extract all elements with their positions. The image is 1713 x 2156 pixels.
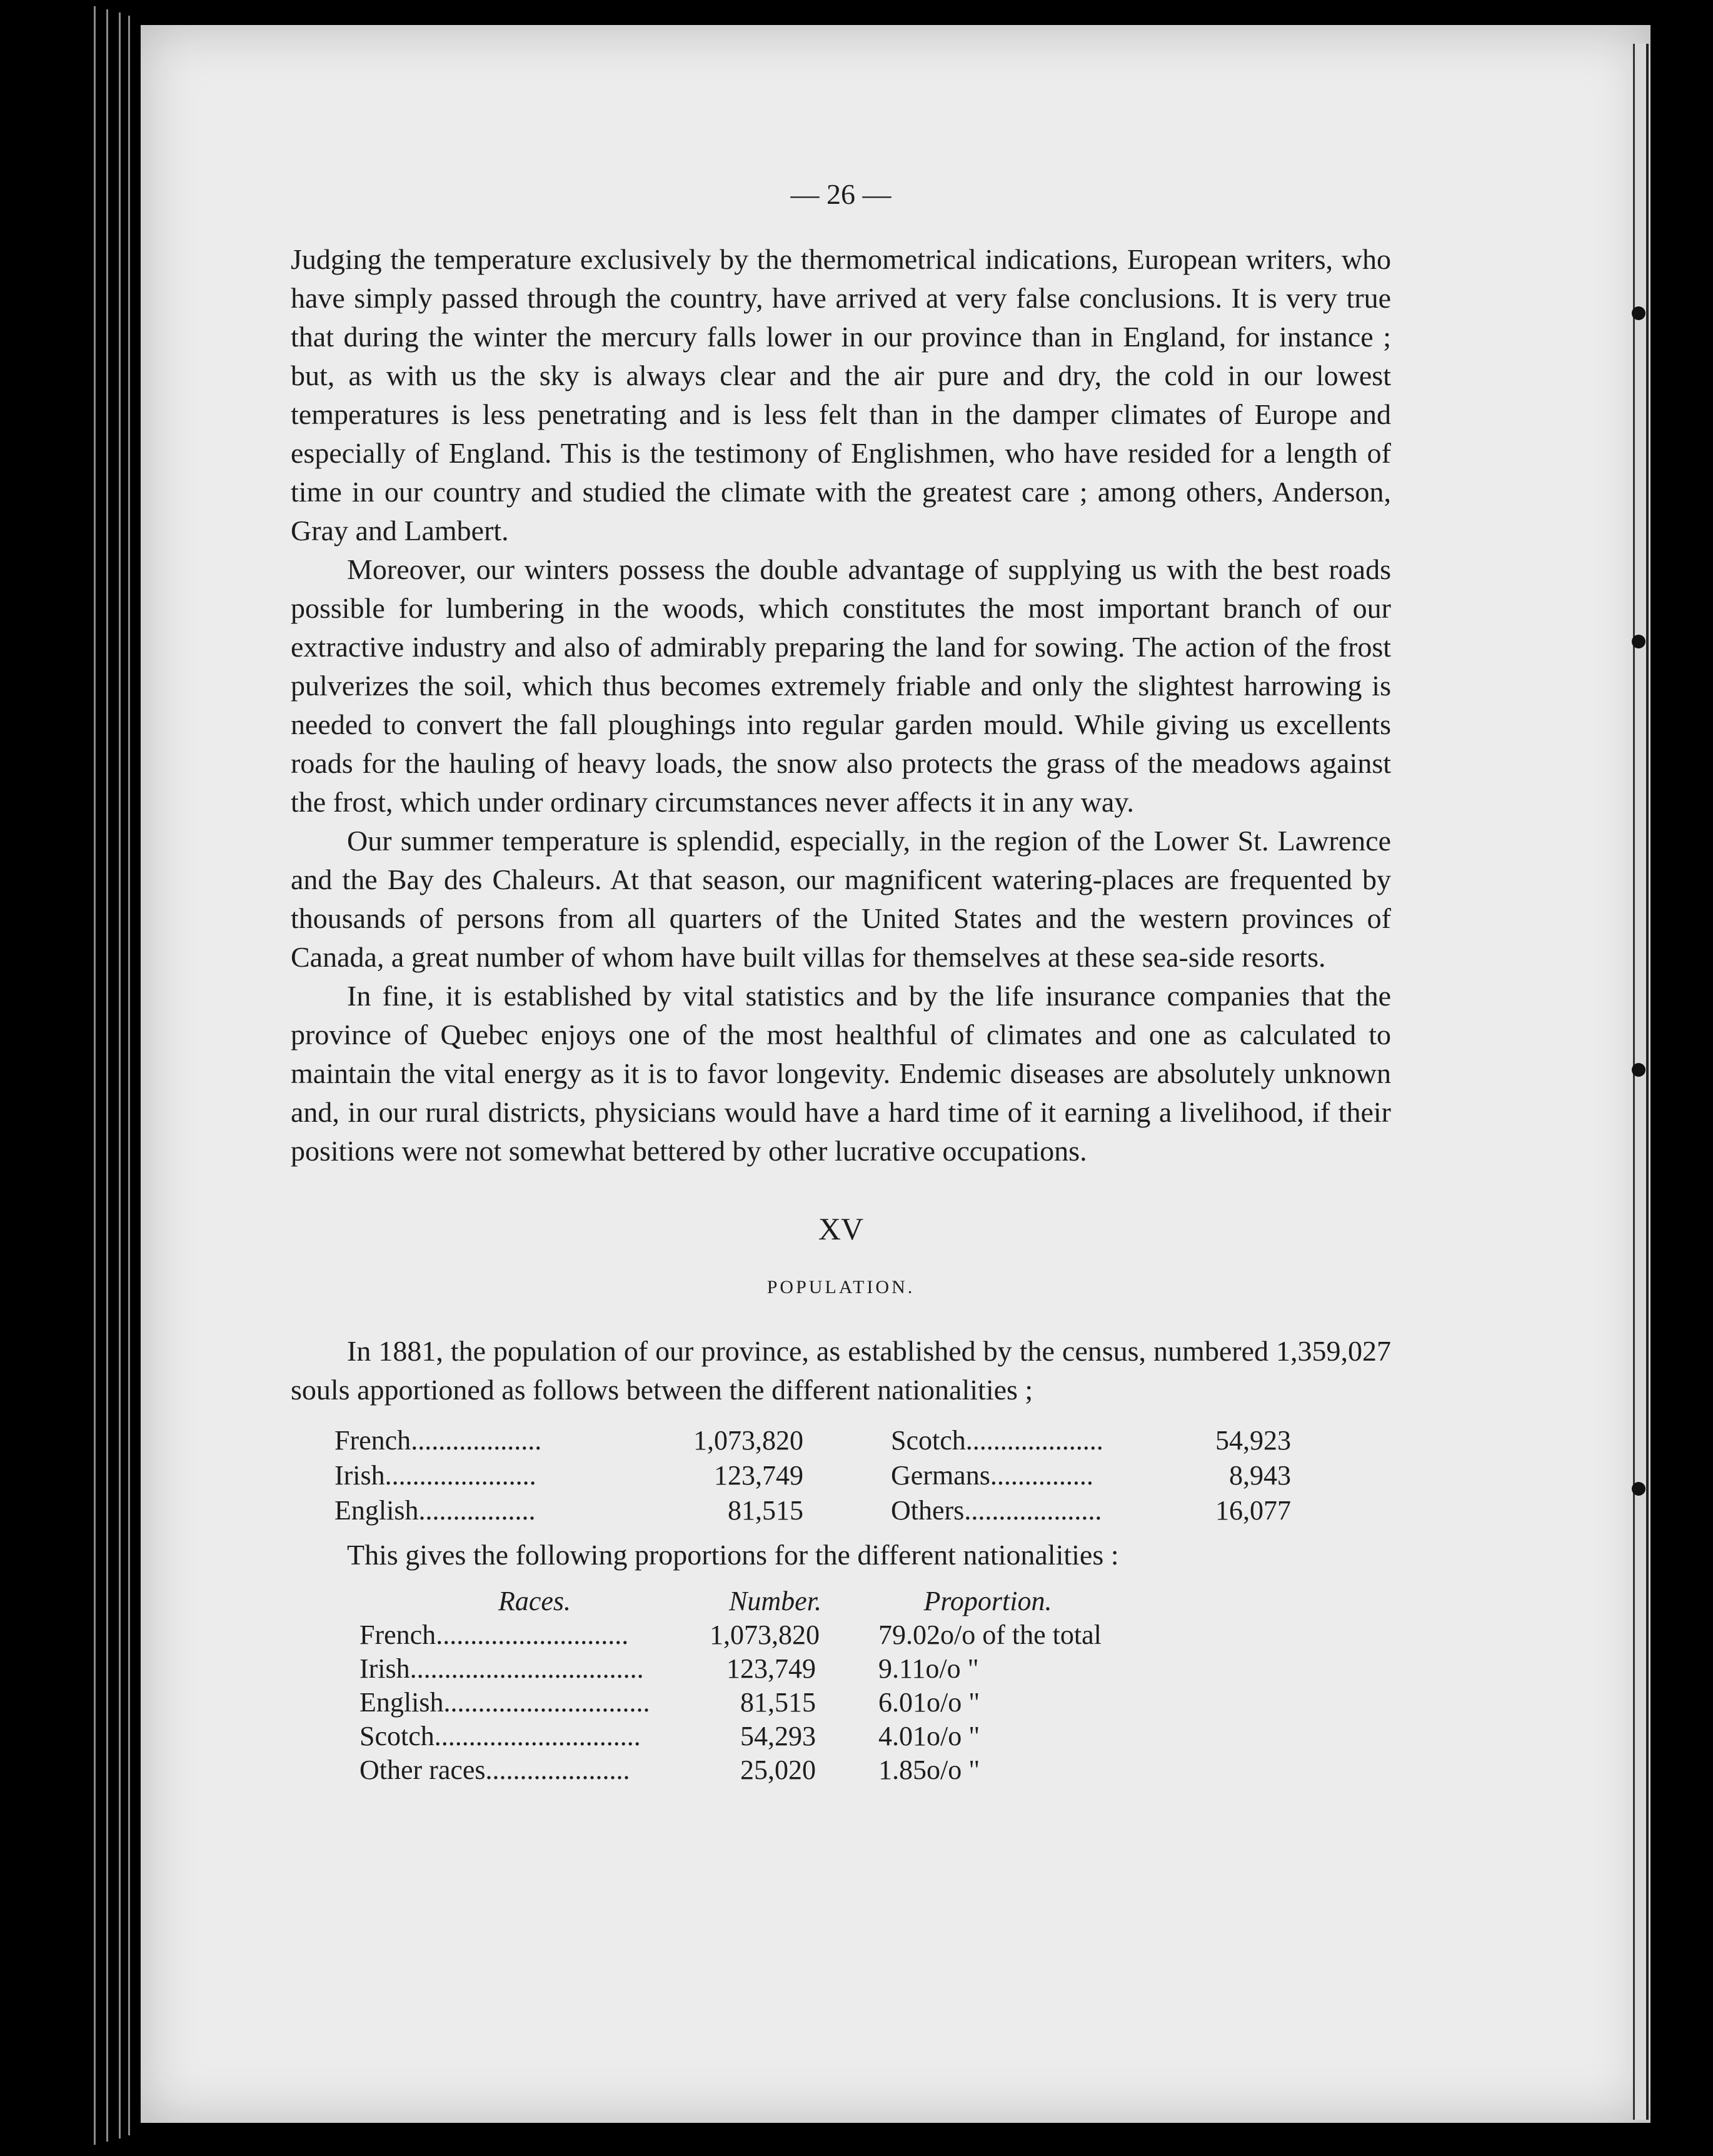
race-proportion: 4.01o/o " bbox=[878, 1721, 980, 1751]
race-proportion: 1.85o/o " bbox=[878, 1755, 980, 1785]
binding-hole bbox=[1632, 635, 1645, 648]
nationality-name: Others.................... bbox=[891, 1495, 1102, 1526]
nationality-value: 16,077 bbox=[1215, 1495, 1291, 1526]
binding-hole bbox=[1632, 1063, 1645, 1077]
header-number: Number. bbox=[729, 1586, 821, 1616]
population-intro: In 1881, the population of our province, as established by the census, numbered 1,359,027 souls apportioned as follows between the different nationalities ; bbox=[291, 1335, 1391, 1406]
nationality-name: Germans............... bbox=[891, 1460, 1093, 1491]
race-name: French............................ bbox=[359, 1620, 629, 1650]
race-name: English.............................. bbox=[359, 1687, 650, 1718]
race-name: Other races..................... bbox=[359, 1755, 630, 1785]
section-number: XV bbox=[818, 1211, 864, 1246]
proportions-table bbox=[359, 1584, 1391, 1787]
section-title: POPULATION. bbox=[766, 1277, 915, 1297]
race-proportion: 79.02o/o of the total bbox=[878, 1620, 1102, 1650]
race-number: 54,293 bbox=[740, 1721, 816, 1751]
nationality-name: French................... bbox=[334, 1425, 542, 1456]
nationalities-table bbox=[334, 1423, 1391, 1528]
race-proportion: 9.11o/o " bbox=[878, 1653, 979, 1684]
page-stack-edge bbox=[94, 6, 96, 2145]
race-number: 81,515 bbox=[740, 1687, 816, 1718]
race-number: 123,749 bbox=[726, 1653, 816, 1684]
paragraph-health: In fine, it is established by vital statistics and by the life insurance companies that the province of Quebec enjoys one of the most healthful of climates and one as calculated to maintain the vital energy as it is to favor longevity. Endemic diseases are absolutely unknown and, in our rural districts, physicians would have a hard time of it earning a livelihood, if their positions were not somewhat bettered by other lucrative occupations. bbox=[291, 980, 1391, 1167]
race-proportion: 6.01o/o " bbox=[878, 1687, 980, 1718]
race-number: 25,020 bbox=[740, 1755, 816, 1785]
nationality-value: 8,943 bbox=[1229, 1460, 1291, 1491]
header-proportion: Proportion. bbox=[923, 1586, 1052, 1616]
page-stack-edge bbox=[119, 13, 121, 2138]
nationality-name: Irish...................... bbox=[334, 1460, 536, 1491]
race-name: Scotch.............................. bbox=[359, 1721, 641, 1751]
paragraph-summer: Our summer temperature is splendid, especially, in the region of the Lower St. Lawrence and the Bay des Chaleurs. At that season, our magnificent watering-places are frequented by thousands of persons from all quarters of the United States and the western provinces of Canada, a great number of whom have built villas for themselves at these sea-side resorts. bbox=[291, 825, 1391, 973]
nationality-value: 81,515 bbox=[728, 1495, 803, 1526]
nationality-value: 54,923 bbox=[1215, 1425, 1291, 1456]
nationality-name: Scotch.................... bbox=[891, 1425, 1103, 1456]
header-races: Races. bbox=[498, 1586, 571, 1616]
race-name: Irish.................................. bbox=[359, 1653, 644, 1684]
paragraph-temperature: Judging the temperature exclusively by the thermometrical indications, European writers, who have simply passed through the country, have arrived at very false conclusions. It is very true that during the winter the mercury falls lower in our province than in England, for instance ; but, as with us the sky is always clear and the air pure and dry, the cold in our lowest temperatures is less penetrating and is less felt than in the damper climates of Europe and especially of England. This is the testimony of Englishmen, who have resided for a length of time in our country and studied the climate with the greatest care ; among others, Anderson, Gray and Lambert. bbox=[291, 243, 1391, 547]
page-number: — 26 — bbox=[790, 178, 892, 210]
proportions-intro: This gives the following proportions for the different nationalities : bbox=[347, 1539, 1119, 1571]
race-number: 1,073,820 bbox=[710, 1620, 820, 1650]
page-stack-edge bbox=[106, 9, 108, 2142]
binding-hole bbox=[1632, 1482, 1645, 1496]
nationality-value: 123,749 bbox=[714, 1460, 803, 1491]
page-stack-edge bbox=[128, 16, 130, 2135]
page-text bbox=[291, 175, 1391, 1787]
binding-edge bbox=[1633, 44, 1649, 2120]
paragraph-winters: Moreover, our winters possess the double advantage of supplying us with the best roads possible for lumbering in the woods, which constitutes the most important branch of our extractive industry and also of admirably preparing the land for sowing. The action of the frost pulverizes the soil, which thus becomes extremely friable and only the slightest harrowing is needed to convert the fall ploughings into regular garden mould. While giving us excellents roads for the hauling of heavy loads, the snow also protects the grass of the meadows against the frost, which under ordinary circumstances never affects it in any way. bbox=[291, 553, 1391, 818]
binding-hole bbox=[1632, 306, 1645, 320]
nationality-name: English................. bbox=[334, 1495, 536, 1526]
nationality-value: 1,073,820 bbox=[693, 1425, 803, 1456]
